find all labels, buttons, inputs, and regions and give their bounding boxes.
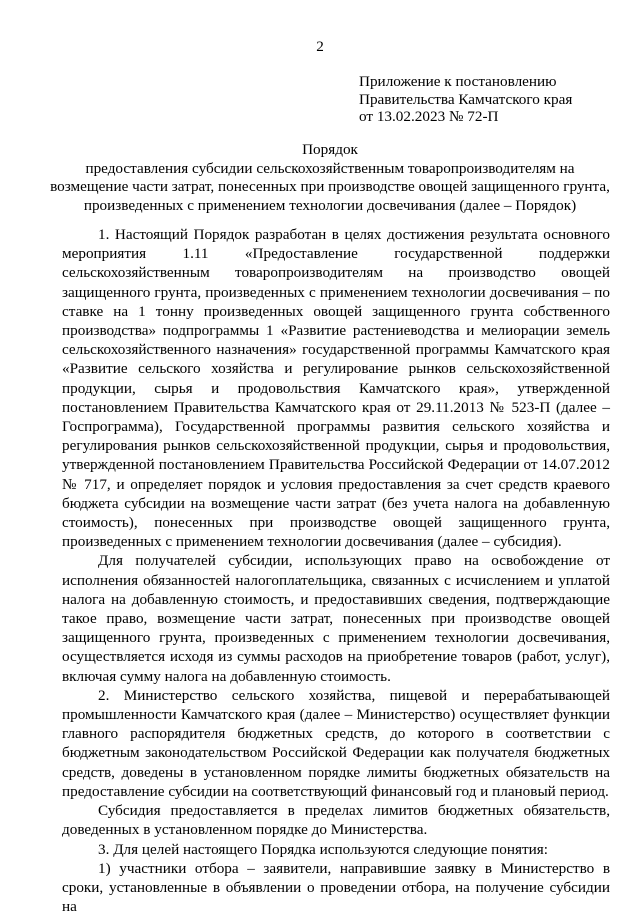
paragraph: 2. Министерство сельского хозяйства, пищевой и перерабатывающей промышленности Камчатского края (далее – Министерство) осуществляет функции главного распорядителя бюджетных средств, до которого в соответствии с бюджетным законодательством Российской Федерации как получателя бюджетных средств, доведены в установленном порядке лимиты бюджетных обязательств на предоставление субсидии на соответствующий финансовый год и плановый период. [62, 686, 610, 800]
appendix-line: Правительства Камчатского края [359, 90, 573, 108]
title-subtitle: предоставления субсидии сельскохозяйственным товаропроизводителям на возмещение части затрат, понесенных при производстве овощей защищенного грунта, произведенных с применением технологии досвечивания (далее – Порядок) [50, 159, 610, 214]
appendix-block [359, 73, 629, 126]
page-number: 2 [316, 38, 324, 55]
appendix-line: от 13.02.2023 № 72-П [359, 108, 499, 125]
title-heading: Порядок [302, 141, 358, 158]
paragraph: 1. Настоящий Порядок разработан в целях достижения результата основного мероприятия 1.11 «Предоставление государственной поддержки сельскохозяйственным товаропроизводителям на производство овощей защищенного грунта, произведенных с применением технологии досвечивания – по ставке на 1 тонну произведенных овощей защищенного грунта собственного производства» подпрограммы 1 «Развитие растениеводства и мелиорации земель сельскохозяйственного назначения» государственной программы Камчатского края «Развитие сельского хозяйства и регулирование рынков сельскохозяйственной продукции, сырья и продовольствия Камчатского края», утвержденной постановлением Правительства Камчатского края от 29.11.2013 № 523-П (далее – Госпрограмма), Государственной программы развития сельского хозяйства и регулирования рынков сельскохозяйственной продукции, сырья и продовольствия, утвержденной постановлением Правительства Российской Федерации от 14.07.2012 № 717, и определяет порядок и условия предоставления за счет средств краевого бюджета субсидии на возмещение части затрат (без учета налога на добавленную стоимость), понесенных при производстве овощей защищенного грунта, произведенных с применением технологии досвечивания (далее – субсидия). [62, 226, 610, 551]
paragraph: Субсидия предоставляется в пределах лимитов бюджетных обязательств, доведенных в установленном порядке до Министерства. [62, 802, 610, 839]
document-body [62, 225, 610, 916]
document-title [50, 141, 610, 215]
paragraph: 3. Для целей настоящего Порядка используются следующие понятия: [98, 840, 548, 858]
paragraph: 1) участники отбора – заявители, направившие заявку в Министерство в сроки, установленные в объявлении о проведении отбора, на получение субсидии на [62, 859, 610, 916]
paragraph: Для получателей субсидии, использующих право на освобождение от исполнения обязанностей налогоплательщика, связанных с исчислением и уплатой налога на добавленную стоимость, и предоставивших сведения, подтверждающие такое право, возмещение части затрат, понесенных при производстве овощей защищенного грунта, произведенных с применением технологии досвечивания, осуществляется исходя из суммы расходов на приобретение товаров (работ, услуг), включая сумму налога на добавленную стоимость. [62, 552, 610, 685]
appendix-line: Приложение к постановлению [359, 73, 557, 90]
